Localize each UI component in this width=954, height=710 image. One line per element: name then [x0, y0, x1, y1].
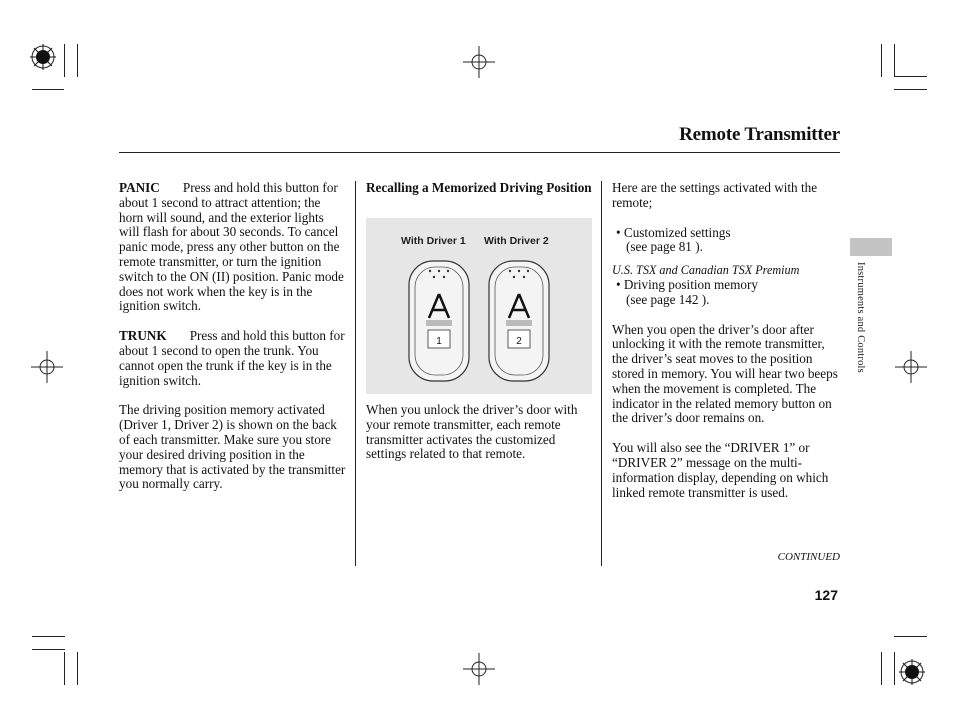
section-tab-label: Instruments and Controls	[855, 262, 866, 373]
section-heading: Recalling a Memorized Driving Position	[366, 180, 592, 195]
registration-sunburst-icon	[28, 42, 62, 76]
registration-crosshair-icon	[462, 652, 496, 686]
registration-crosshair-icon	[30, 350, 64, 384]
registration-crosshair-icon	[894, 350, 928, 384]
trunk-text: Press and hold this button for about 1 second to open the trunk. You cannot open the trunk if the key is in the ignition switch.	[119, 328, 345, 388]
transmitter-figure	[366, 218, 592, 394]
column-2-body	[366, 403, 592, 462]
key-fob-driver-2-icon	[486, 258, 552, 384]
page-number: 127	[814, 587, 838, 603]
settings-intro: Here are the settings activated with the remote;	[612, 180, 818, 210]
svg-text:2: 2	[516, 336, 522, 347]
column-1	[119, 181, 347, 492]
key-fob-driver-1-icon	[406, 258, 472, 384]
svg-text:1: 1	[436, 336, 442, 347]
trunk-paragraph	[119, 329, 347, 388]
page-ref-81: (see page 81 ).	[626, 239, 703, 255]
column-3	[612, 181, 838, 500]
door-paragraph: When you open the driver’s door after unlocking it with the remote transmitter, the driver’s seat moves to the position stored in memory. You will hear two beeps when the movement is completed. The indicator in the related memory button on the driver’s door remains on.	[612, 321, 838, 426]
trunk-label: TRUNK	[119, 328, 167, 344]
column-divider	[601, 181, 602, 566]
page-ref-142: (see page 142 ).	[626, 291, 710, 307]
registration-sunburst-icon	[896, 656, 930, 690]
panic-text: Press and hold this button for about 1 second to attract attention; the horn will sound, and the exterior lights will flash for about 30 seconds. To cancel panic mode, press any other button on the remote transmitter, or turn the ignition switch to the ON (II) position. Panic mode does not work when the key is in the ignition switch.	[119, 180, 344, 314]
unlock-paragraph: When you unlock the driver’s door with your remote transmitter, each remote transmitter activates the customized settings related to that remote.	[366, 402, 578, 462]
figure-label-driver-2: With Driver 2	[484, 235, 549, 247]
continued-label: CONTINUED	[777, 551, 840, 563]
panic-label: PANIC	[119, 180, 160, 195]
model-note: U.S. TSX and Canadian TSX Premium	[612, 263, 800, 278]
title-rule	[119, 152, 840, 153]
section-tab	[850, 238, 892, 256]
page-title: Remote Transmitter	[679, 124, 840, 145]
figure-label-driver-1: With Driver 1	[401, 235, 466, 247]
memory-paragraph: The driving position memory activated (Driver 1, Driver 2) is shown on the back of each transmitter. Make sure you store your desired driving position in the memory that is activated by the transmitter you normally carry.	[119, 402, 346, 492]
bullet-driving-position-memory: • Driving position memory	[616, 276, 758, 292]
registration-crosshair-icon	[462, 45, 496, 79]
bullet-customized-settings: • Customized settings	[616, 224, 731, 240]
column-2	[366, 181, 592, 196]
display-paragraph: You will also see the “DRIVER 1” or “DRIVER 2” message on the multi-information display, depending on which linked remote transmitter is used.	[612, 440, 829, 500]
panic-paragraph	[119, 181, 347, 314]
column-divider	[355, 181, 356, 566]
